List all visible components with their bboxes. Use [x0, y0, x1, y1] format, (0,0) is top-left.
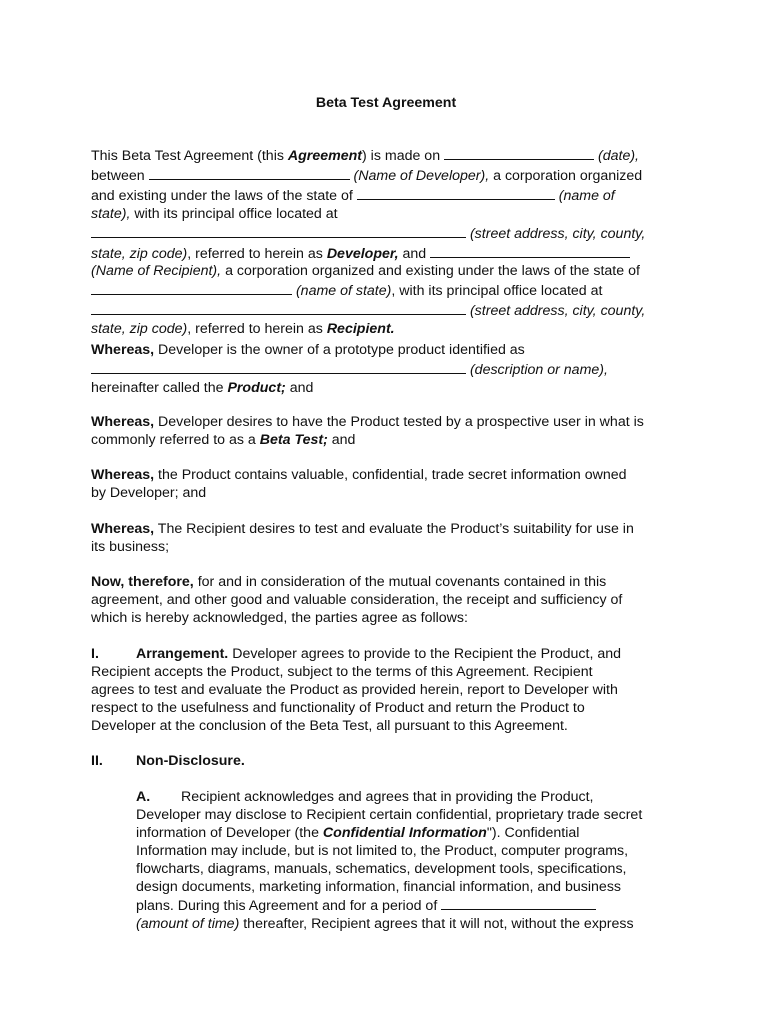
intro-line-8: (name of state), with its principal office located at	[91, 281, 691, 301]
intro-line-5: (street address, city, county,	[91, 224, 691, 244]
subsection-label: A.	[136, 789, 151, 805]
time-period-blank[interactable]	[441, 896, 596, 910]
whereas-paragraph-2: Whereas, Developer desires to have the Product tested by a prospective user in what is commonly referred to as a Beta Test; and	[91, 414, 644, 448]
developer-name-blank[interactable]	[149, 166, 350, 180]
date-blank[interactable]	[444, 146, 594, 160]
recipient-address-blank[interactable]	[91, 301, 466, 315]
intro-paragraph	[91, 146, 691, 339]
section-heading: Non-Disclosure.	[136, 753, 245, 769]
section-number: I.	[91, 646, 99, 662]
intro-line-2: between (Name of Developer), a corporation organized	[91, 167, 643, 184]
whereas-paragraph-3: Whereas, the Product contains valuable, confidential, trade secret information owned by Developer; and	[91, 467, 627, 501]
product-description-blank[interactable]	[91, 360, 466, 374]
intro-line-10: state, zip code), referred to herein as Recipient.	[91, 321, 395, 338]
intro-line-3: and existing under the laws of the state of (name of	[91, 187, 615, 204]
intro-line-7: (Name of Recipient), a corporation organized and existing under the laws of the state of	[91, 263, 640, 280]
intro-line-4: state), with its principal office located at	[91, 205, 338, 222]
developer-address-blank[interactable]	[91, 224, 466, 238]
recipient-state-blank[interactable]	[91, 281, 292, 295]
intro-line-6: state, zip code), referred to herein as Developer, and	[91, 244, 691, 264]
developer-state-blank[interactable]	[357, 186, 555, 200]
intro-line-1: This Beta Test Agreement (this Agreement) is made on (date),	[91, 148, 640, 164]
recipient-name-blank[interactable]	[430, 244, 630, 258]
subsection-a: A. Recipient acknowledges and agrees that in providing the Product, Developer may disclose to Recipient certain confidential, proprietary trade secret information of Developer (the Confidential Information"). Confidential Information may include, but is not limited to, the Product, computer programs, flowcharts, diagrams, manuals, schematics, development tools, specifications, design documents, marketing information, financial information, and business plans. During this Agreement and for a period of (amount of time) thereafter, Recipient agrees that it will not, without the express	[136, 789, 643, 933]
now-therefore-paragraph: Now, therefore, for and in consideration of the mutual covenants contained in this agreement, and other good and valuable consideration, the receipt and sufficiency of which is hereby acknowledged, the parties agree as follows:	[91, 574, 623, 626]
section-arrangement: I. Arrangement. Developer agrees to provide to the Recipient the Product, and Recipient accepts the Product, subject to the terms of this Agreement. Recipient agrees to test and evaluate the Product as provided herein, report to Developer with respect to the usefulness and functionality of Product and return the Product to Developer at the conclusion of the Beta Test, all pursuant to this Agreement.	[91, 646, 622, 734]
whereas-paragraph-1: Whereas, Developer is the owner of a prototype product identified as (description or name), hereinafter called the Product; and	[91, 342, 608, 396]
whereas-paragraph-4: Whereas, The Recipient desires to test and evaluate the Product’s suitability for use in its business;	[91, 521, 634, 555]
intro-line-9: (street address, city, county,	[91, 301, 691, 321]
document-title: Beta Test Agreement	[315, 95, 457, 111]
section-heading: Arrangement.	[136, 646, 229, 662]
section-number: II.	[91, 753, 103, 769]
section-non-disclosure	[91, 753, 691, 771]
